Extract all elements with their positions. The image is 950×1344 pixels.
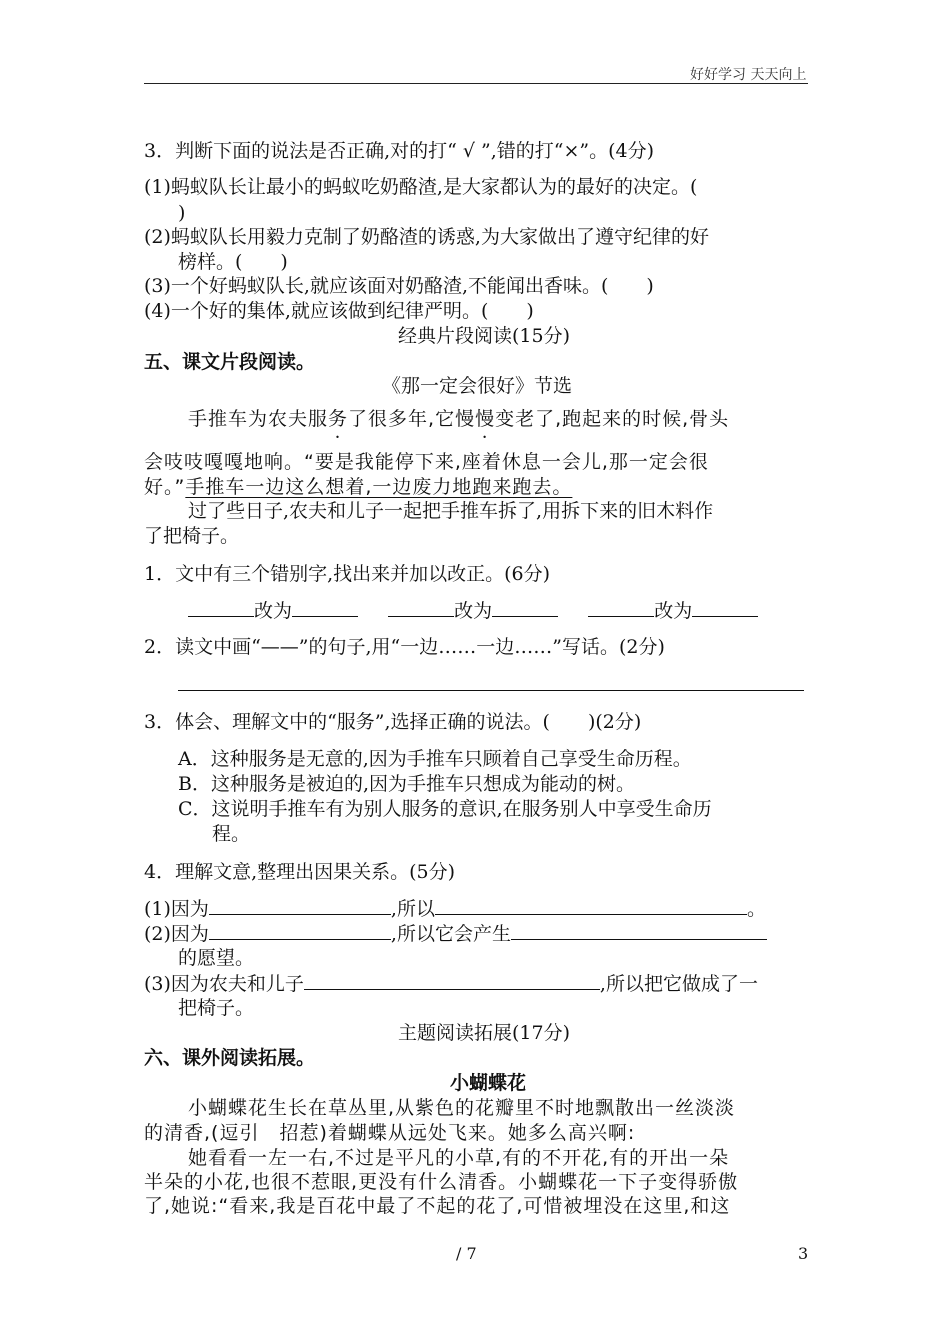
cause-effect-2: (2)因为 ,所以它会产生: [144, 921, 767, 946]
answer-blank[interactable]: [209, 921, 391, 940]
header-slogan: 好好学习 天天向上: [690, 67, 807, 83]
part5-heading: 五、课文片段阅读。: [144, 351, 316, 373]
q3-statement-2: (2)蚂蚁队长用毅力克制了奶酪渣的诱惑,为大家做出了遵守纪律的好: [144, 226, 709, 248]
header-divider: [144, 83, 808, 84]
section-classic-reading: 经典片段阅读(15分): [398, 325, 571, 347]
q3-statement-3: (3)一个好蚂蚁队长,就应该面对奶酪渣,不能闻出香味。( ): [144, 275, 654, 297]
page-number: 3: [798, 1244, 809, 1263]
answer-blank[interactable]: [209, 896, 391, 915]
answer-blank[interactable]: [588, 598, 654, 617]
q3-statement-1: (1)蚂蚁队长让最小的蚂蚁吃奶酪渣,是大家都认为的最好的决定。(: [144, 176, 698, 198]
part6-heading: 六、课外阅读拓展。: [144, 1047, 316, 1069]
answer-blank[interactable]: [435, 896, 747, 915]
q3-statement-2-cont: 榜样。( ): [178, 251, 288, 273]
passage-line-3: 好。”手推车一边这么想着,一边废力地跑来跑去。: [144, 476, 573, 498]
story-line-3: 她看看一左一右,不过是平凡的小草,有的不开花,有的开出一朵: [188, 1147, 730, 1169]
option-c[interactable]: C．这说明手推车有为别人服务的意识,在服务别人中享受生命历: [178, 798, 712, 820]
answer-blank[interactable]: [511, 921, 767, 940]
underlined-sentence: 手推车一边这么想着,一边废力地跑来跑去。: [185, 476, 573, 498]
answer-blank[interactable]: [188, 598, 254, 617]
p5-q1: 1．文中有三个错别字,找出来并加以改正。(6分): [144, 563, 551, 585]
cause-effect-3-cont: 把椅子。: [178, 997, 255, 1019]
writing-line[interactable]: [178, 690, 804, 691]
answer-blank[interactable]: [492, 598, 558, 617]
page-total: / 7: [456, 1244, 477, 1263]
story-line-2: 的清香,(逗引 招惹)着蝴蝶从远处飞来。她多么高兴啊:: [144, 1122, 636, 1144]
q3-stem: 3．判断下面的说法是否正确,对的打“ √ ”,错的打“×”。(4分): [144, 140, 655, 162]
p5-q2: 2．读文中画“——”的句子,用“一边……一边……”写话。(2分): [144, 636, 665, 658]
option-c-cont: 程。: [212, 823, 251, 845]
answer-blank[interactable]: [304, 971, 600, 990]
passage-line-2: 会吱吱嘎嘎地响。“要是我能停下来,座着休息一会儿,那一定会很: [144, 451, 709, 473]
q3-statement-4: (4)一个好的集体,就应该做到纪律严明。( ): [144, 300, 534, 322]
passage-line-4: 过了些日子,农夫和儿子一起把手推车拆了,用拆下来的旧木料作: [188, 500, 714, 522]
section-theme-reading: 主题阅读拓展(17分): [398, 1022, 571, 1044]
story-line-5: 了,她说:“看来,我是百花中最了不起的花了,可惜被埋没在这里,和这: [144, 1195, 731, 1217]
part6-title: 小蝴蝶花: [450, 1072, 527, 1094]
answer-blank[interactable]: [292, 598, 358, 617]
story-line-1: 小蝴蝶花生长在草丛里,从紫色的花瓣里不时地飘散出一丝淡淡: [188, 1097, 736, 1119]
marked-char-1: 务: [328, 408, 349, 430]
correction-blanks: 改为 改为 改为: [188, 598, 758, 623]
q3-statement-1-paren: ): [178, 202, 186, 224]
answer-blank[interactable]: [692, 598, 758, 617]
cause-effect-3: (3)因为农夫和儿子 ,所以把它做成了一: [144, 973, 758, 995]
option-b[interactable]: B．这种服务是被迫的,因为手推车只想成为能动的树。: [178, 773, 636, 795]
answer-blank[interactable]: [388, 598, 454, 617]
p5-q4: 4．理解文意,整理出因果关系。(5分): [144, 861, 456, 883]
passage-line-5: 了把椅子。: [144, 525, 240, 547]
cause-effect-2-cont: 的愿望。: [178, 947, 255, 969]
story-line-4: 半朵的小花,也很不惹眼,更没有什么清香。小蝴蝶花一下子变得骄傲: [144, 1171, 739, 1193]
option-a[interactable]: A．这种服务是无意的,因为手推车只顾着自己享受生命历程。: [178, 748, 692, 770]
p5-q3: 3．体会、理解文中的“服务”,选择正确的说法。( )(2分): [144, 711, 642, 733]
passage-line-1: 手推车为农夫服务了很多年,它慢慢变老了,跑起来的时候,骨头: [188, 408, 730, 430]
marked-char-2: 慢: [475, 408, 496, 430]
cause-effect-1: (1)因为 ,所以 。: [144, 898, 766, 920]
part5-title: 《那一定会很好》节选: [382, 375, 573, 397]
